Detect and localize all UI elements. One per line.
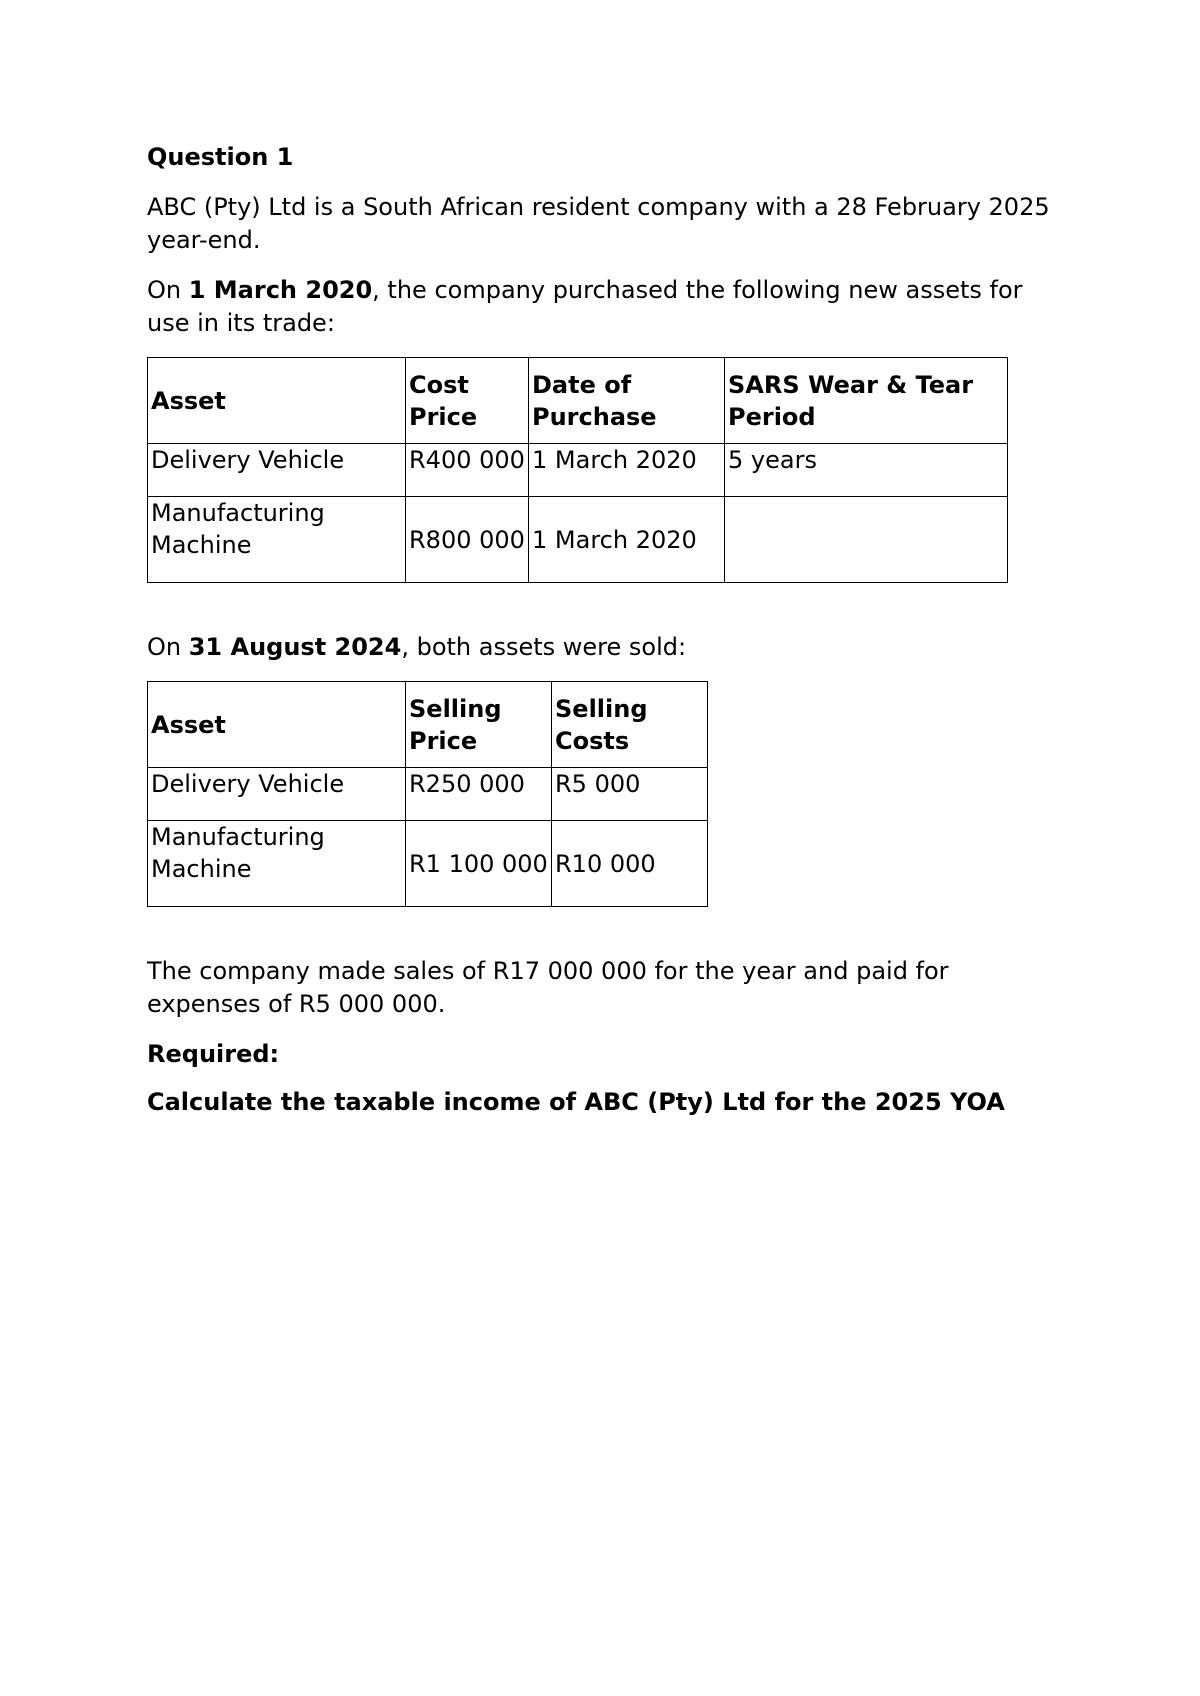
- intro-paragraph: ABC (Pty) Ltd is a South African resident company with a 28 February 2025 year-end.: [147, 193, 1050, 254]
- header-selling-price: Selling Price: [406, 682, 552, 768]
- table-header-row: [148, 358, 1008, 444]
- purchases-table: [147, 357, 1008, 583]
- cell-asset: Delivery Vehicle: [148, 444, 406, 497]
- question-title: Question 1: [147, 143, 294, 171]
- cell-selling-costs: R10 000: [552, 821, 708, 907]
- table-row: [148, 497, 1008, 583]
- cell-selling-price: R250 000: [406, 768, 552, 821]
- purchase-date: 1 March 2020: [188, 276, 373, 304]
- cell-date: 1 March 2020: [529, 444, 725, 497]
- header-asset: Asset: [148, 682, 406, 768]
- sales-expenses-paragraph: The company made sales of R17 000 000 for the year and paid for expenses of R5 000 000.: [147, 957, 949, 1018]
- cell-date: 1 March 2020: [529, 497, 725, 583]
- header-wear-tear-period: SARS Wear & Tear Period: [725, 358, 1008, 444]
- cell-selling-costs: R5 000: [552, 768, 708, 821]
- sale-date: 31 August 2024: [188, 633, 402, 661]
- table-row: [148, 444, 1008, 497]
- document-page: [147, 141, 1067, 1119]
- cell-selling-price: R1 100 000: [406, 821, 552, 907]
- table-row: [148, 768, 708, 821]
- cell-asset: Delivery Vehicle: [148, 768, 406, 821]
- sale-paragraph: [147, 631, 1067, 664]
- purchase-paragraph: [147, 274, 1067, 340]
- cell-asset: Manufacturing Machine: [148, 497, 406, 583]
- cell-period: 5 years: [725, 444, 1008, 497]
- sale-prefix: On: [147, 633, 189, 661]
- header-date-of-purchase: Date of Purchase: [529, 358, 725, 444]
- table-header-row: [148, 682, 708, 768]
- cell-cost-price: R800 000: [406, 497, 529, 583]
- purchase-suffix: , the company purchased the following new assets for use in its trade:: [147, 276, 1023, 337]
- header-cost-price: Cost Price: [406, 358, 529, 444]
- cell-asset: Manufacturing Machine: [148, 821, 406, 907]
- task-instruction: Calculate the taxable income of ABC (Pty) Ltd for the 2025 YOA: [147, 1088, 1005, 1116]
- header-selling-costs: Selling Costs: [552, 682, 708, 768]
- header-asset: Asset: [148, 358, 406, 444]
- sale-suffix: , both assets were sold:: [401, 633, 687, 661]
- table-row: [148, 821, 708, 907]
- cell-period: [725, 497, 1008, 583]
- purchase-prefix: On: [147, 276, 189, 304]
- cell-cost-price: R400 000: [406, 444, 529, 497]
- required-label: Required:: [147, 1040, 280, 1068]
- sales-table: [147, 681, 708, 907]
